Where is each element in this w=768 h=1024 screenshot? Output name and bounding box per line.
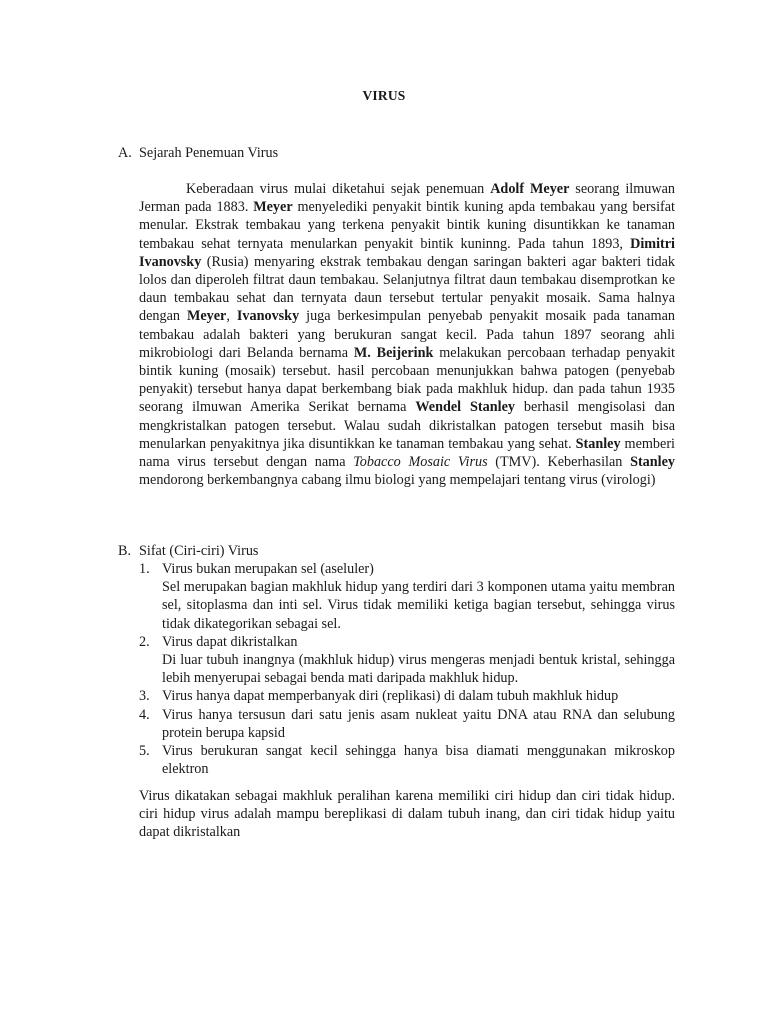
paragraph-text: memberi nama virus tersebut dengan nama (139, 435, 675, 471)
list-item-number: 2. (139, 633, 150, 650)
list-item-number: 1. (139, 561, 150, 577)
list-item-text: Virus hanya tersusun dari satu jenis asam nukleat yaitu DNA atau RNA dan selubung protein berupa kapsid (162, 706, 675, 741)
section-a-heading (118, 144, 658, 162)
bold-name: Stanley (575, 435, 621, 452)
bold-name: Meyer (253, 199, 293, 216)
paragraph-text: (TMV). Keberhasilan (487, 454, 631, 471)
list-item (139, 742, 675, 778)
section-a-paragraph (139, 180, 675, 489)
paragraph-text: Keberadaan virus mulai diketahui sejak penemuan (186, 181, 491, 197)
list-item-text: Virus dapat dikristalkan (162, 633, 298, 650)
bold-name: Stanley (630, 454, 675, 471)
list-item-text: Virus berukuran sangat kecil sehingga hanya bisa diamati menggunakan mikroskop elektron (162, 743, 675, 778)
section-b-closing-paragraph: Virus dikatakan sebagai makhluk peralihan karena memiliki ciri hidup dan ciri tidak hidup. ciri hidup virus adalah mampu bereplikasi di dalam tubuh inang, dan ciri tidak hidup yaitu dapat dikristalkan (139, 788, 675, 841)
bold-name: Adolf Meyer (490, 181, 570, 197)
document-title: VIRUS (362, 88, 406, 103)
paragraph-text: juga berkesimpulan penyebab penyakit mosaik pada tanaman tembakau adalah bakteri yang berukuran sangat kecil. Pada tahun 1897 seorang ahli mikrobiologi dari Belanda bernama (139, 308, 675, 361)
paragraph-text: (Rusia) menyaring ekstrak tembakau dengan saringan bakteri agar bakteri tidak lolos dan diperoleh filtrat daun tembakau. Selanjutnya filtrat daun tembakau disemprotkan ke daun tembakau sehat dan ternyata daun tersebut tertular penyakit mosaik. Sama halnya dengan (139, 253, 675, 325)
traits-list (139, 560, 675, 778)
list-item (139, 633, 675, 688)
paragraph-text: berhasil mengisolasi dan mengkristalkan patogen tersebut. Walau sudah dikristalkan patogen tersebut masih bisa menularkan penyakitnya jika disuntikkan ke tanaman tembakau yang sehat. (139, 399, 675, 452)
bold-name: Ivanovsky (236, 308, 300, 325)
paragraph-text: menyeledikі penyakit bintik kuning apda tembakau yang bersifat menular. Ekstrak tembakau yang terkena penyakit bintik kuning disuntikkan ke tanaman tembakau sehat ternyata menularkan penyakit bintik kuninng. Pada tahun 1893, (139, 199, 675, 252)
list-item-number: 4. (139, 706, 150, 723)
bold-name: Dimitri Ivanovsky (139, 235, 675, 270)
section-a-letter: A. (118, 145, 132, 161)
list-item (139, 706, 675, 742)
list-item-description: Di luar tubuh inangnya (makhluk hidup) virus mengeras menjadi bentuk kristal, sehingga lebih menyerupai sebagai benda mati daripada makhluk hidup. (162, 652, 675, 687)
paragraph-text: mendorong berkembangnya cabang ilmu biologi yang mempelajari tentang virus (virologi) (139, 472, 656, 489)
bold-name: M. Beijerink (353, 344, 434, 361)
section-b-title: Sifat (Ciri-ciri) Virus (139, 543, 259, 559)
list-item-number: 3. (139, 688, 150, 705)
list-item-text: Virus bukan merupakan sel (aseluler) (162, 561, 374, 577)
list-item (139, 687, 675, 705)
section-b-letter: B. (118, 543, 132, 559)
bold-name: Meyer (186, 308, 227, 325)
bold-name: Wendel Stanley (415, 399, 515, 416)
paragraph-text: , (226, 308, 237, 325)
list-item-text: Virus hanya dapat memperbanyak diri (replikasi) di dalam tubuh makhluk hidup (162, 688, 619, 705)
italic-term: Tobacco Mosaic Virus (353, 454, 488, 471)
section-b-heading (118, 542, 658, 560)
paragraph-text: seorang ilmuwan Jerman pada 1883. (139, 181, 675, 216)
list-item (139, 560, 675, 633)
list-item-number: 5. (139, 743, 150, 760)
section-a-title: Sejarah Penemuan Virus (139, 145, 279, 161)
paragraph-text: melakukan percobaan terhadap penyakit bintik kuning (mosaik) tersebut. hasil percobaan menunjukkan bahwa patogen (penyebab penyakit) tersebut hanya dapat berkembang biak pada makhluk hidup. dan pada tahun 1935 seorang ilmuwan Amerika Serikat bernama (139, 344, 675, 416)
list-item-description: Sel merupakan bagian makhluk hidup yang terdiri dari 3 komponen utama yaitu membran sel, sitoplasma dan inti sel. Virus tidak memiliki ketiga bagian tersebut, sehingga virus tidak dikategorikan sebagai sel. (162, 579, 675, 632)
